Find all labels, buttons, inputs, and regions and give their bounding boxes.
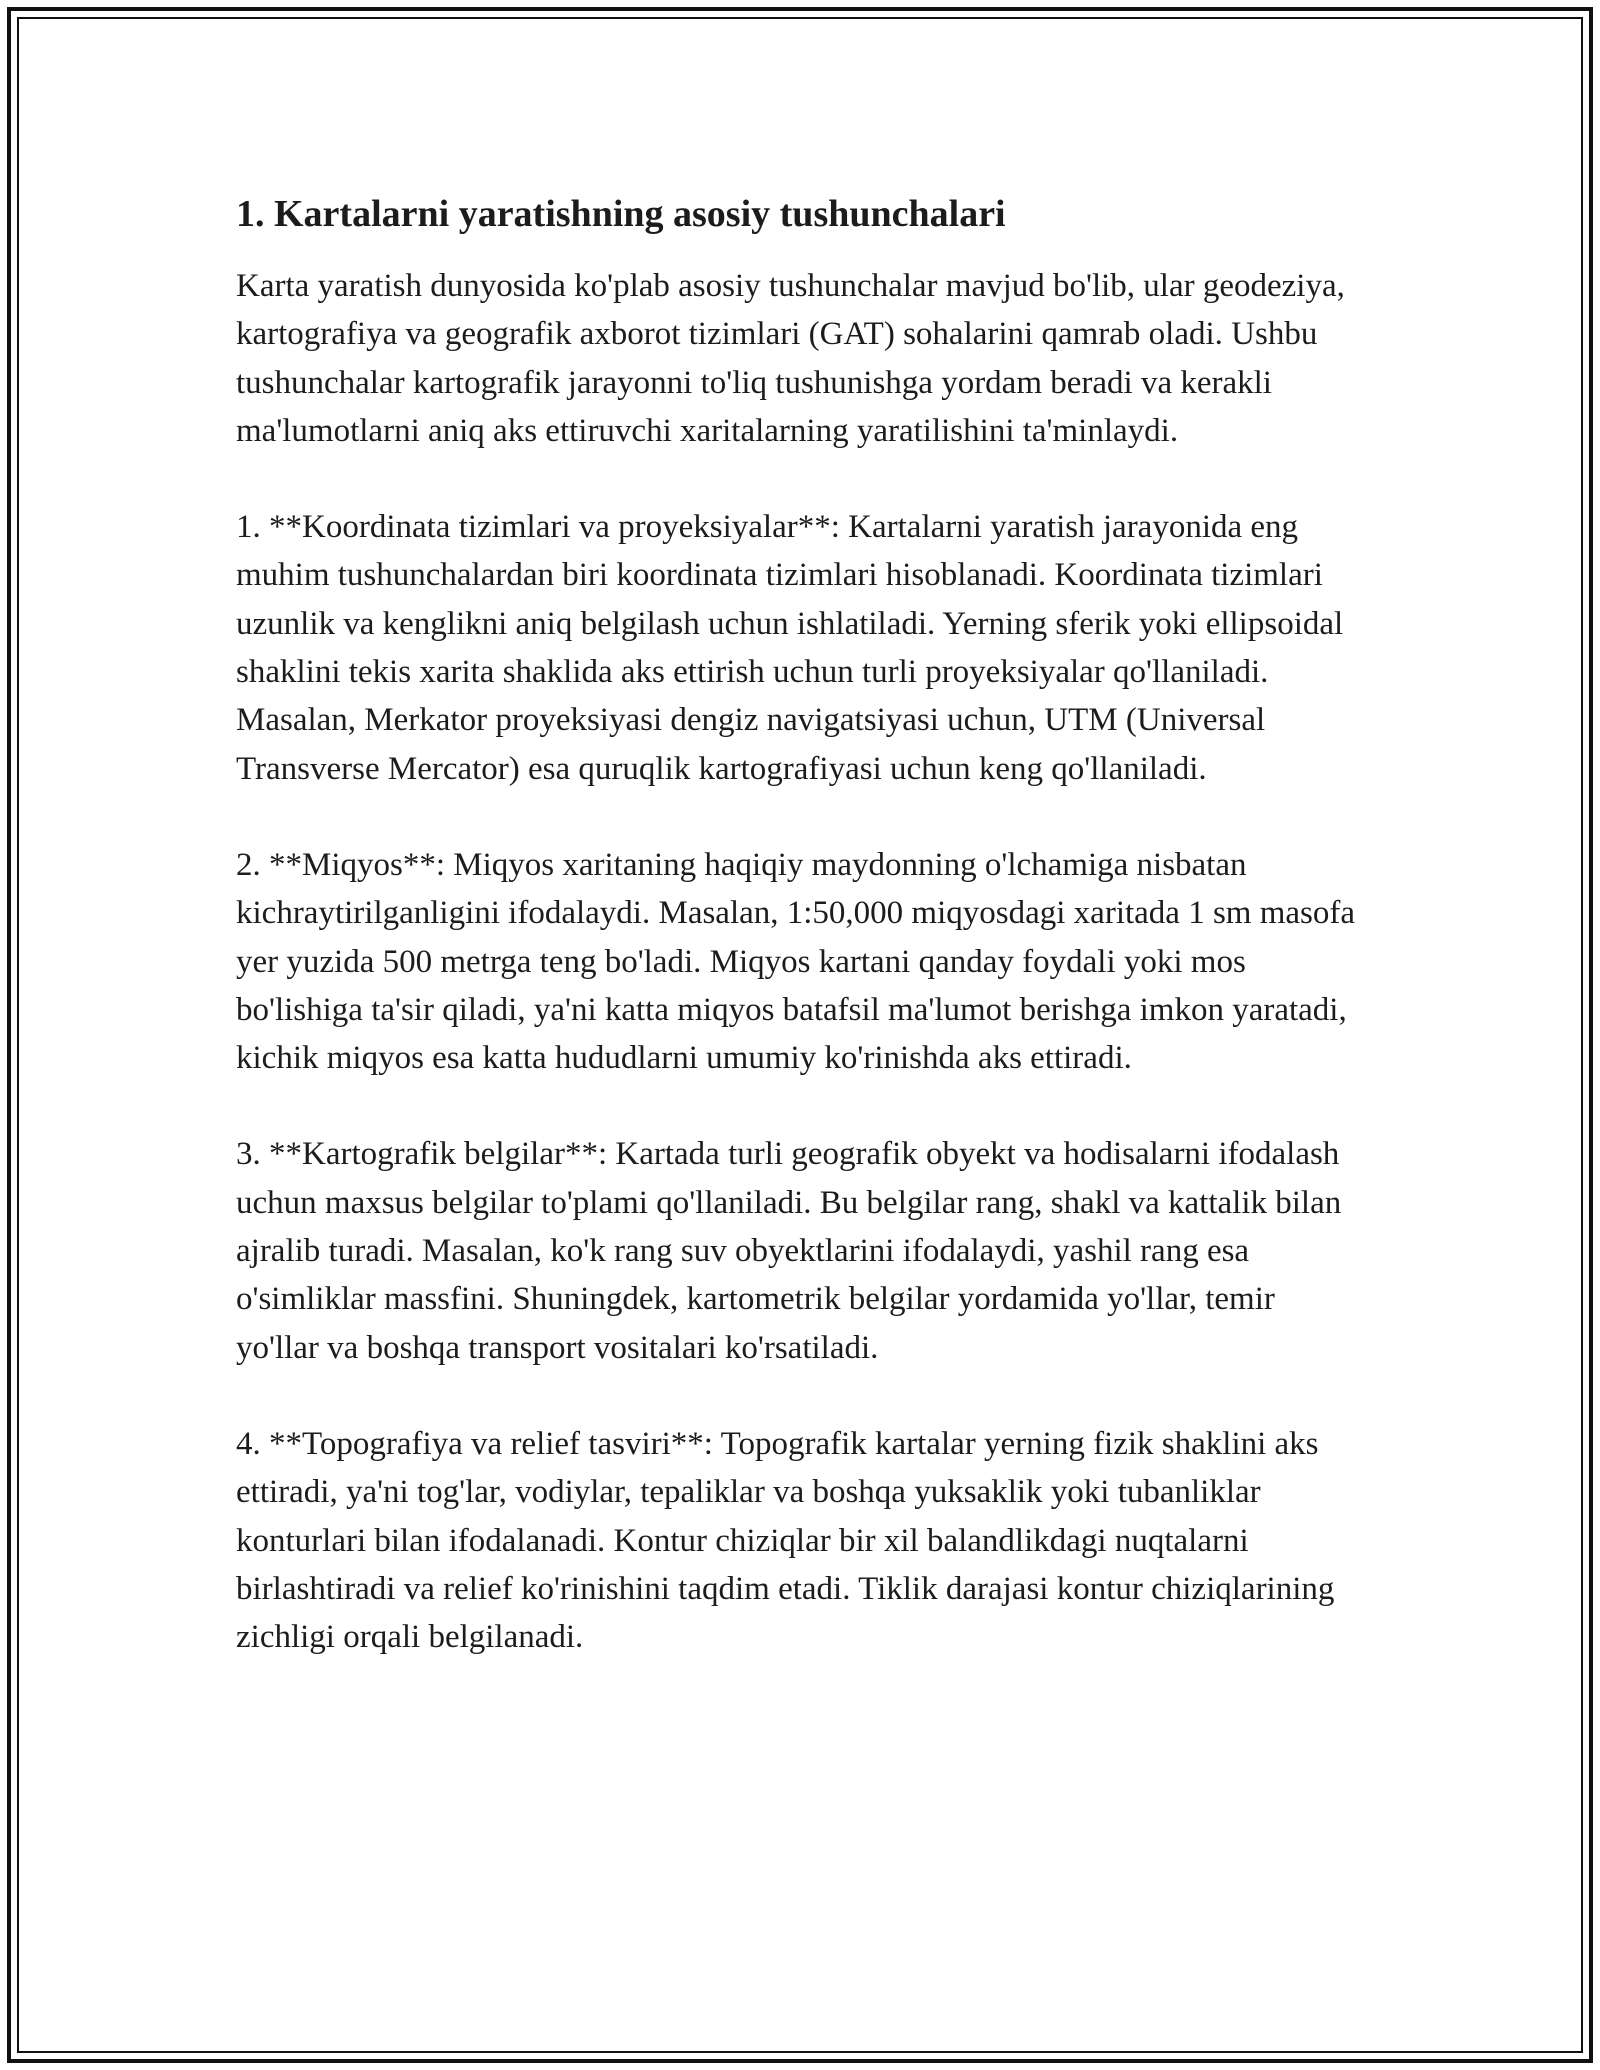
paragraph-topography-relief: 4. **Topografiya va relief tasviri**: Topografik kartalar yerning fizik shaklini aks ettiradi, ya'ni tog'lar, vodiylar, tepaliklar va boshqa yuksaklik yoki tubanliklar konturlari bilan ifodalanadi. Kontur chiziqlar bir xil balandlikdagi nuqtalarni birlashtiradi va relief ko'rinishini taqdim etadi. Tiklik darajasi kontur chiziqlarining zichligi orqali belgilanadi. [236, 1425, 1335, 1656]
paragraph-coordinate-systems: 1. **Koordinata tizimlari va proyeksiyalar**: Kartalarni yaratish jarayonida eng muhim tushunchalardan biri koordinata tizimlari hisoblanadi. Koordinata tizimlari uzunlik va kenglikni aniq belgilash uchun ishlatiladi. Yerning sferik yoki ellipsoidal shaklini tekis xarita shaklida aks ettirish uchun turli proyeksiyalar qo'llaniladi. Masalan, Merkator proyeksiyasi dengiz navigatsiyasi uchun, UTM (Universal Transverse Mercator) esa quruqlik kartografiyasi uchun keng qo'llaniladi. [236, 509, 1344, 787]
document-title: 1. Kartalarni yaratishning asosiy tushunchalari [236, 193, 1006, 235]
paragraph-cartographic-symbols: 3. **Kartografik belgilar**: Kartada turli geografik obyekt va hodisalarni ifodalash uchun maxsus belgilar to'plami qo'llaniladi. Bu belgilar rang, shakl va kattalik bilan ajralib turadi. Masalan, ko'k rang suv obyektlarini ifodalaydi, yashil rang esa o'simliklar massfini. Shuningdek, kartometrik belgilar yordamida yo'llar, temir yo'llar va boshqa transport vositalari ko'rsatiladi. [236, 1136, 1342, 1366]
intro-paragraph: Karta yaratish dunyosida ko'plab asosiy tushunchalar mavjud bo'lib, ular geodeziya, kartografiya va geografik axborot tizimlari (GAT) sohalarini qamrab oladi. Ushbu tushunchalar kartografik jarayonni to'liq tushunishga yordam beradi va kerakli ma'lumotlarni aniq aks ettiruvchi xaritalarning yaratilishini ta'minlaydi. [236, 268, 1345, 449]
paragraph-scale: 2. **Miqyos**: Miqyos xaritaning haqiqiy maydonning o'lchamiga nisbatan kichraytirilganligini ifodalaydi. Masalan, 1:50,000 miqyosdagi xaritada 1 sm masofa yer yuzida 500 metrga teng bo'ladi. Miqyos kartani qanday foydali yoki mos bo'lishiga ta'sir qiladi, ya'ni katta miqyos batafsil ma'lumot berishga imkon yaratadi, kichik miqyos esa katta hududlarni umumiy ko'rinishda aks ettiradi. [236, 846, 1356, 1077]
document-body [236, 186, 1366, 1661]
